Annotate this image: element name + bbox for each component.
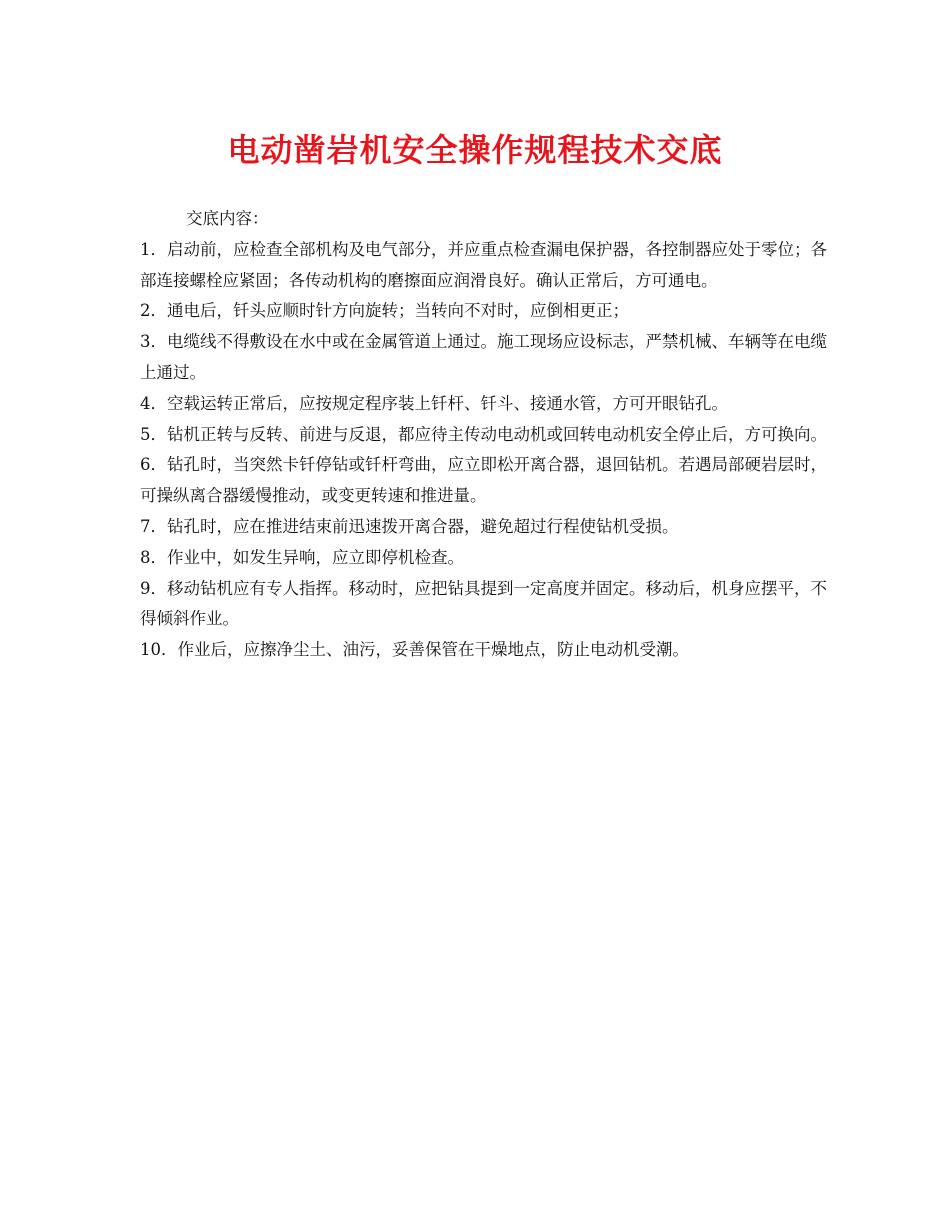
list-item: 6．钻孔时，当突然卡钎停钻或钎杆弯曲，应立即松开离合器，退回钻机。若遇局部硬岩层时，可操纵离合器缓慢推动，或变更转速和推进量。 [140, 455, 827, 506]
list-item: 10．作业后，应擦净尘土、油污，妥善保管在干燥地点，防止电动机受潮。 [140, 640, 689, 660]
intro-label: 交底内容： [186, 209, 269, 228]
list-item: 2．通电后，钎头应顺时针方向旋转；当转向不对时，应倒相更正； [140, 301, 629, 321]
list-item: 8．作业中，如发生异响，应立即停机检查。 [140, 547, 464, 567]
list-item: 3．电缆线不得敷设在水中或在金属管道上通过。施工现场应设标志，严禁机械、车辆等在电缆上通过。 [140, 332, 827, 382]
page-title: 电动凿岩机安全操作规程技术交底 [227, 131, 723, 169]
list-item: 4．空载运转正常后，应按规定程序装上钎杆、钎斗、接通水管，方可开眼钻孔。 [140, 393, 728, 413]
list-item: 1．启动前，应检查全部机构及电气部分，并应重点检查漏电保护器，各控制器应处于零位；各部连接螺栓应紧固；各传动机构的磨擦面应润滑良好。确认正常后，方可通电。 [140, 239, 827, 290]
instruction-list [140, 235, 830, 666]
list-item: 9．移动钻机应有专人指挥。移动时，应把钻具提到一定高度并固定。移动后，机身应摆平，不得倾斜作业。 [140, 578, 827, 629]
document-body [140, 204, 830, 666]
list-item: 5．钻机正转与反转、前进与反退，都应待主传动电动机或回转电动机安全停止后，方可换向。 [140, 424, 827, 444]
list-item: 7．钻孔时，应在推进结束前迅速拨开离合器，避免超过行程使钻机受损。 [140, 516, 679, 536]
